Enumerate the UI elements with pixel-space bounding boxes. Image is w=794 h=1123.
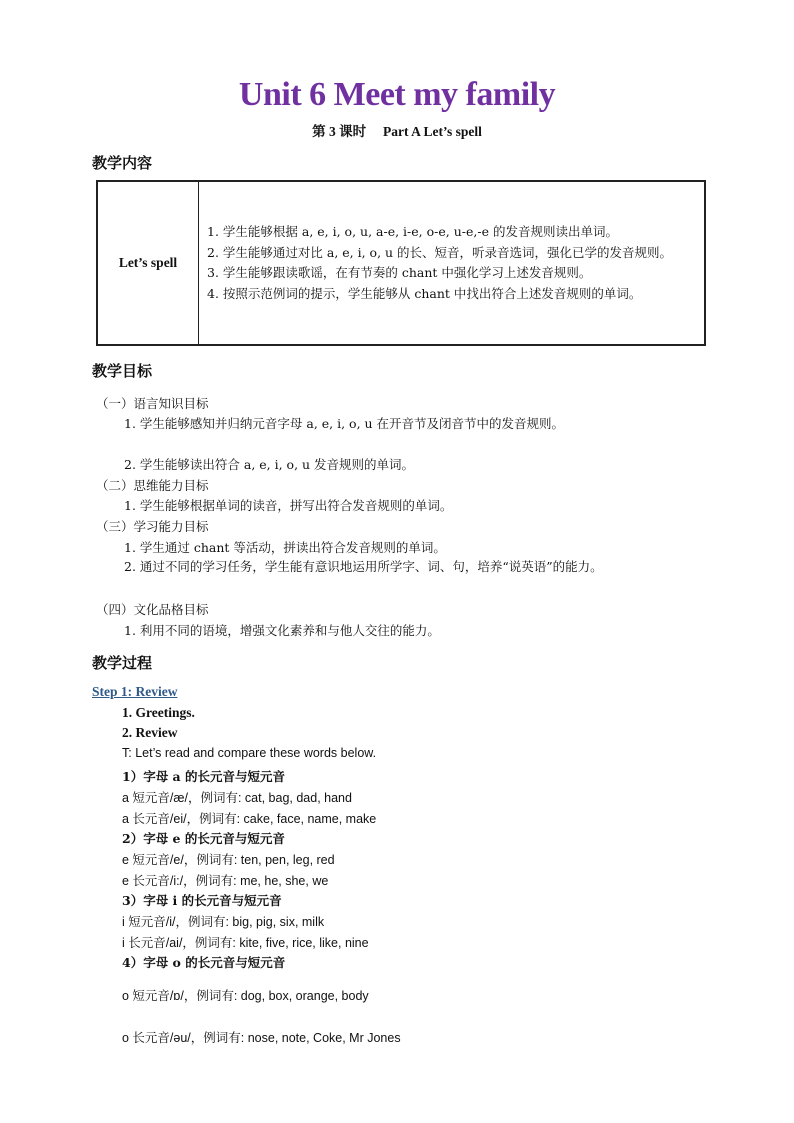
- content-item: 1. 学生能够根据 a, e, i, o, u, a-e, i-e, o-e, u-e,-e 的发音规则读出单词。: [207, 224, 618, 239]
- letter-i-long: i 长元音/ai/，例词有: kite, five, rice, like, nine: [122, 936, 369, 950]
- objective-item: 2. 通过不同的学习任务，学生能有意识地运用所学字、词、句，培养“说英语”的能力。: [124, 559, 603, 574]
- objective-item: 1. 学生能够感知并归纳元音字母 a, e, i, o, u 在开音节及闭音节中的发音规则。: [124, 416, 565, 431]
- objective-item: 2. 学生能够读出符合 a, e, i, o, u 发音规则的单词。: [124, 457, 415, 472]
- letter-e-long: e 长元音/i:/，例词有: me, he, she, we: [122, 874, 329, 888]
- objective-item: 1. 学生通过 chant 等活动，拼读出符合发音规则的单词。: [124, 540, 446, 555]
- greetings-line: 1. Greetings.: [122, 705, 195, 720]
- objective-item: 1. 利用不同的语境，增强文化素养和与他人交往的能力。: [124, 623, 440, 638]
- step1-review-link[interactable]: Step 1: Review: [92, 684, 178, 699]
- letter-e-short: e 短元音/e/，例词有: ten, pen, leg, red: [122, 853, 335, 867]
- objectives-heading: 教学目标: [92, 362, 153, 380]
- content-table-label: Let’s spell: [97, 181, 199, 345]
- content-item: 2. 学生能够通过对比 a, e, i, o, u 的长、短音，听录音选词，强化已学的发音规则。: [207, 244, 673, 260]
- letter-e-heading: 2）字母 e 的长元音与短元音: [122, 831, 285, 846]
- teacher-line: T: Let’s read and compare these words below.: [122, 746, 377, 760]
- content-item: 4. 按照示范例词的提示，学生能够从 chant 中找出符合上述发音规则的单词。: [207, 285, 642, 301]
- letter-a-heading: 1）字母 a 的长元音与短元音: [122, 769, 286, 784]
- document-subtitle: 第 3 课时 Part A Let’s spell: [312, 124, 482, 139]
- content-table: [96, 180, 706, 346]
- letter-a-long: a 长元音/ei/，例词有: cake, face, name, make: [122, 812, 377, 826]
- content-table-items: [199, 181, 706, 345]
- objective-item: 1. 学生能够根据单词的读音，拼写出符合发音规则的单词。: [124, 498, 453, 513]
- review-line: 2. Review: [122, 725, 178, 740]
- letter-a-short: a 短元音/æ/，例词有: cat, bag, dad, hand: [122, 791, 352, 805]
- objective-group-title: （三）学习能力目标: [96, 519, 209, 534]
- content-heading: 教学内容: [92, 154, 153, 172]
- document-title: Unit 6 Meet my family: [238, 76, 556, 113]
- letter-i-heading: 3）字母 i 的长元音与短元音: [122, 893, 282, 908]
- letter-o-long: o 长元音/əu/，例词有: nose, note, Coke, Mr Jones: [122, 1031, 401, 1045]
- objective-group-title: （四）文化品格目标: [96, 602, 209, 617]
- content-item: 3. 学生能够跟读歌谣，在有节奏的 chant 中强化学习上述发音规则。: [207, 265, 592, 280]
- letter-i-short: i 短元音/i/，例词有: big, pig, six, milk: [122, 915, 325, 929]
- letter-o-short: o 短元音/ɒ/，例词有: dog, box, orange, body: [122, 989, 369, 1003]
- objective-group-title: （二）思维能力目标: [96, 478, 209, 493]
- process-heading: 教学过程: [92, 654, 153, 672]
- letter-o-heading: 4）字母 o 的长元音与短元音: [122, 955, 286, 970]
- objective-group-title: （一）语言知识目标: [96, 396, 209, 411]
